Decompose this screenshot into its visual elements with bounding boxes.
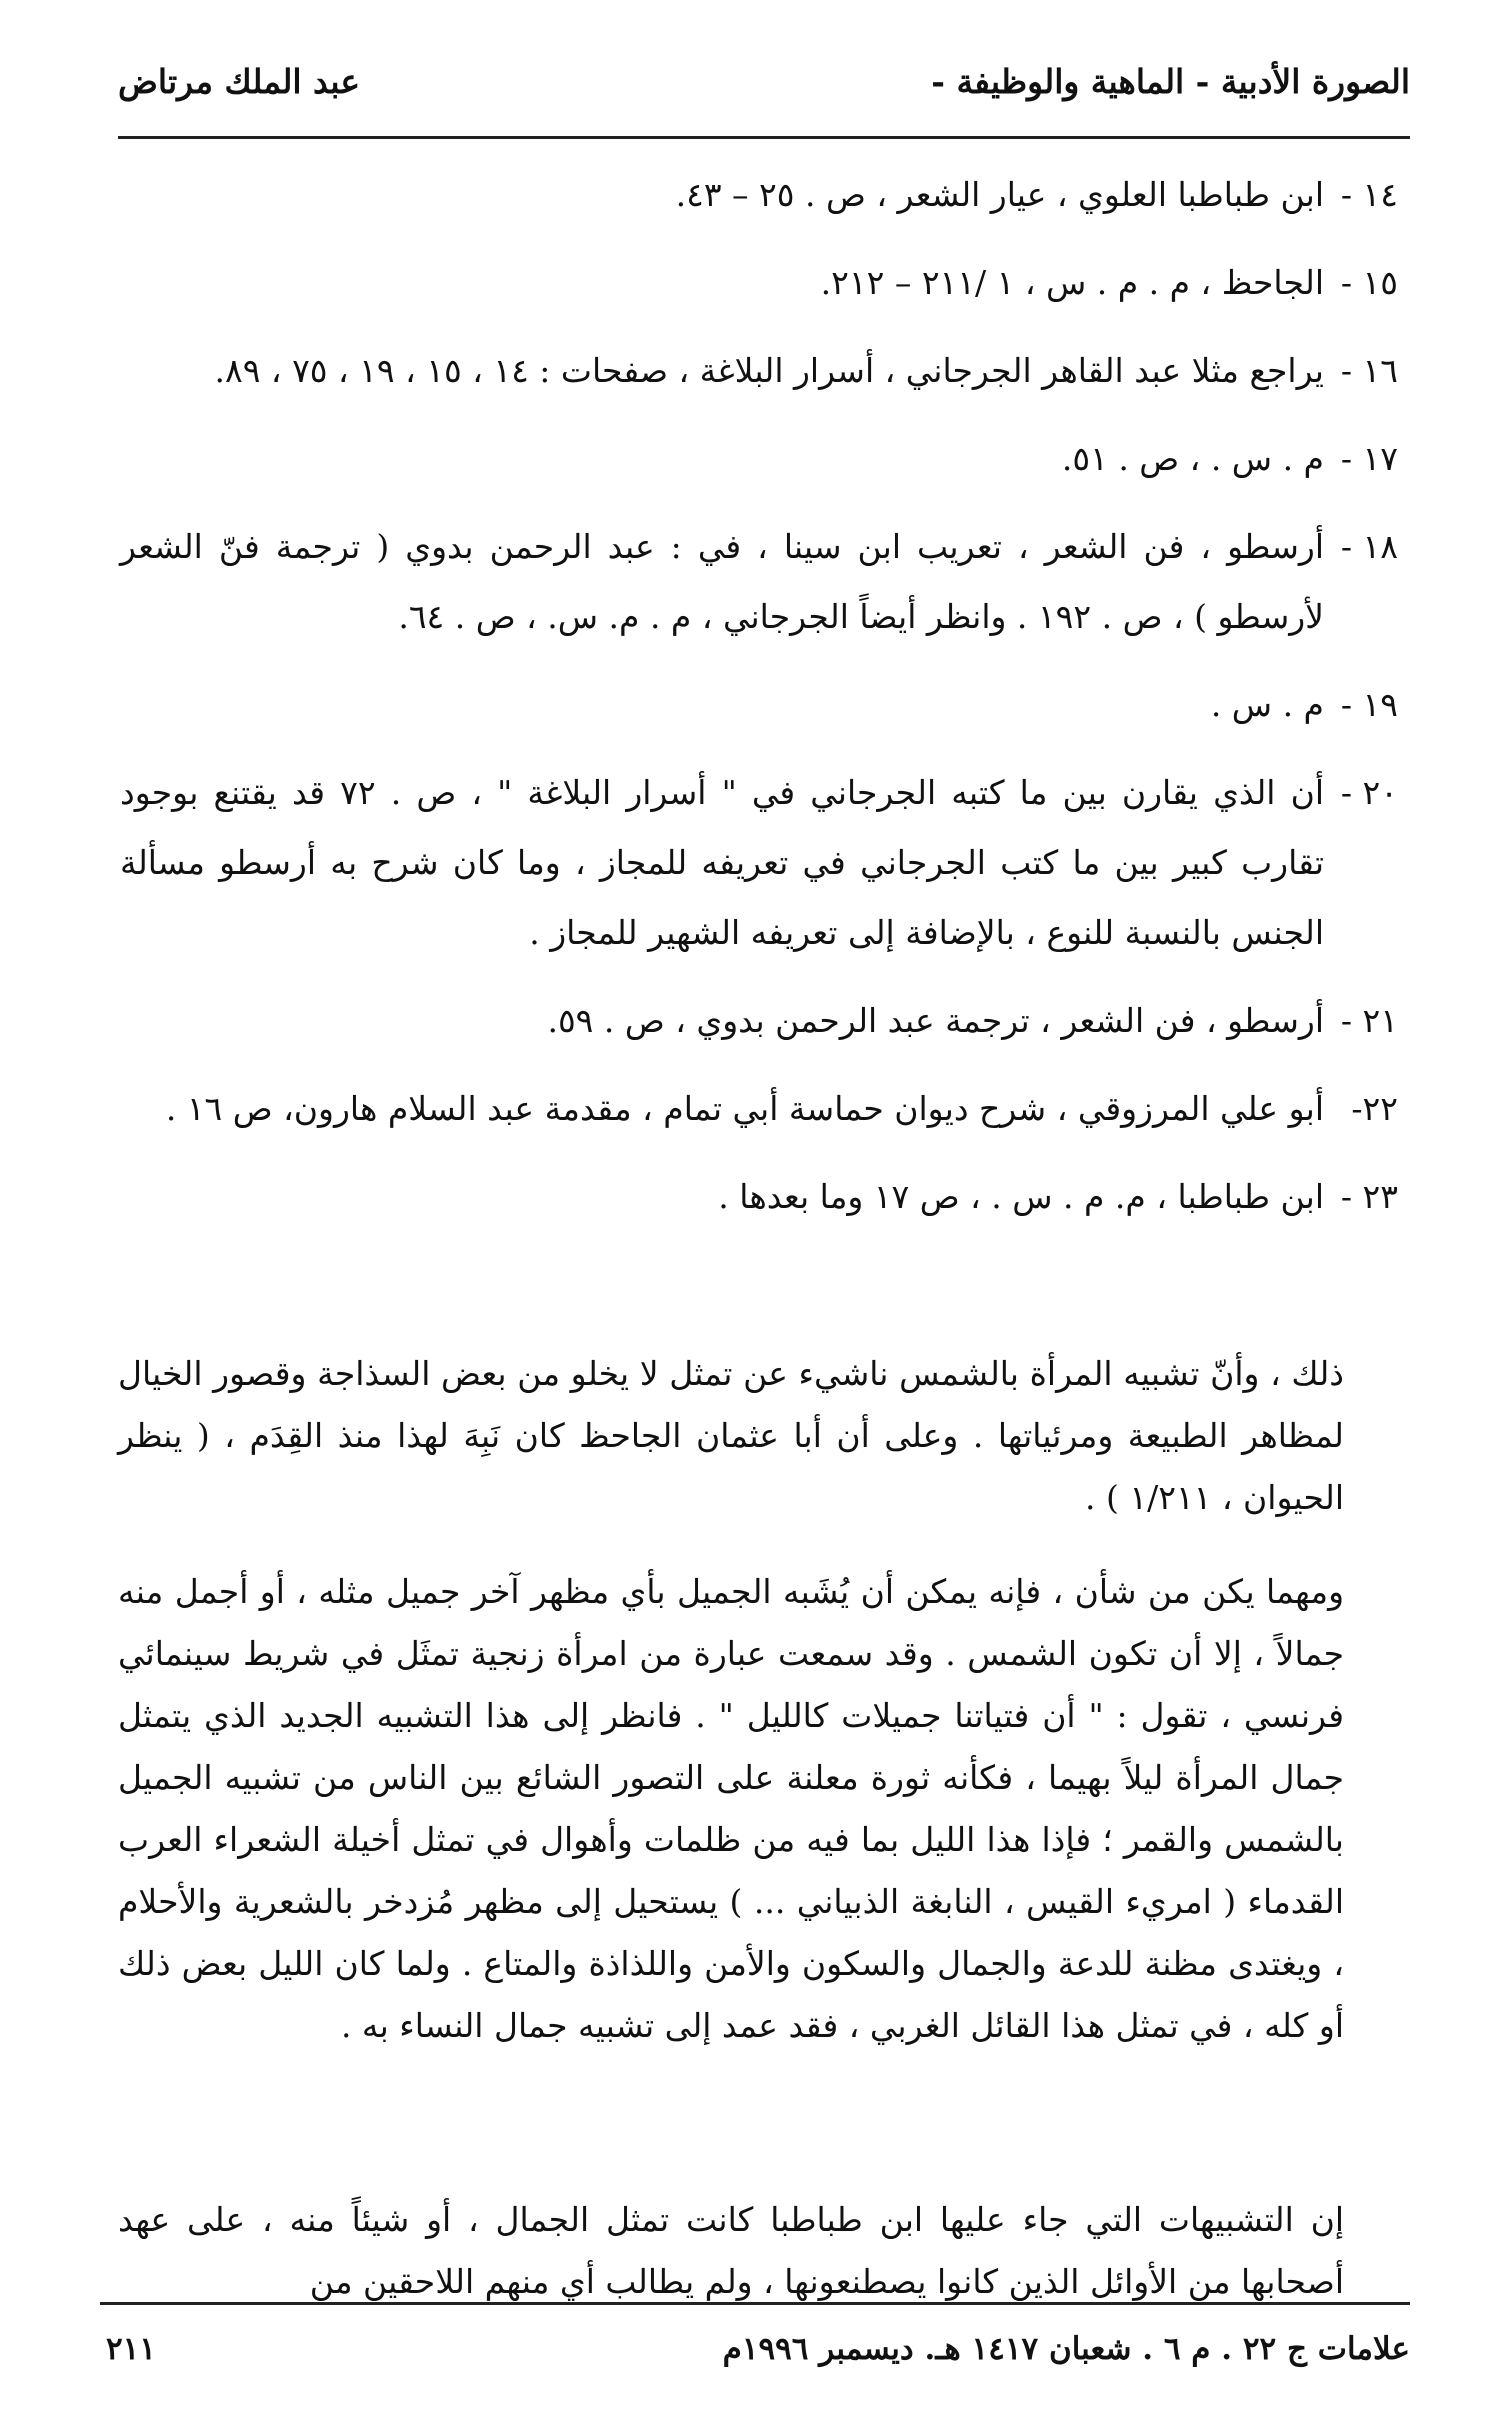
endnote-text: أن الذي يقارن بين ما كتبه الجرجاني في " أسرار البلاغة " ، ص . ٧٢ قد يقتنع بوجود تقارب كبير بين ما كتب الجرجاني في تعريفه للمجاز ، وما كان شرح به أرسطو مسألة الجنس بالنسبة للنوع ، بالإضافة إلى تعريفه الشهير للمجاز . [120, 773, 1324, 952]
endnote-number: ٢٢- [1351, 1089, 1398, 1128]
endnote-number: ٢٣ - [1340, 1177, 1398, 1216]
endnote-text: م . س . [1210, 685, 1324, 724]
endnote-number: ١٧ - [1340, 439, 1398, 478]
page-header [118, 52, 1410, 139]
endnote-19 [120, 670, 1398, 740]
body-paragraph-3: إن التشبيهات التي جاء عليها ابن طباطبا كانت تمثل الجمال ، أو شيئاً منه ، على عهد أصحابها من الأوائل الذين كانوا يصطنعونها ، ولم يطالب أي منهم اللاحقين من [118, 2200, 1344, 2301]
endnote-text: م . س . ، ص . ٥١. [1061, 439, 1324, 478]
body-paragraph-1: ذلك ، وأنّ تشبيه المرأة بالشمس ناشيء عن تمثل لا يخلو من بعض السذاجة وقصور الخيال لمظاهر الطبيعة ومرئياتها . وعلى أن أبا عثمان الجاحظ كان نَبِهَ لهذا منذ القِدَم ، ( ينظر الحيوان ، ١/٢١١ ) . [118, 1354, 1344, 1517]
endnote-number: ٢١ - [1340, 1001, 1398, 1040]
endnote-number: ١٥ - [1340, 263, 1398, 302]
page-number: ٢١١ [106, 2331, 156, 2367]
body-paragraph-2: ومهما يكن من شأن ، فإنه يمكن أن يُشَبه الجميل بأي مظهر آخر جميل مثله ، أو أجمل منه جمالاً ، إلا أن تكون الشمس . وقد سمعت عبارة من امرأة زنجية تمثَل في شريط سينمائي فرنسي ، تقول : " أن فتياتنا جميلات كالليل " . فانظر إلى هذا التشبيه الجديد الذي يتمثل جمال المرأة ليلاً بهيما ، فكأنه ثورة معلنة على التصور الشائع بين الناس من تشبيه الجميل بالشمس والقمر ؛ فإذا هذا الليل بما فيه من ظلمات وأهوال في تمثل أخيلة الشعراء العرب القدماء ( امريء القيس ، النابغة الذبياني ... ) يستحيل إلى مظهر مُزدخر بالشعرية والأحلام ، ويغتدى مظنة للدعة والجمال والسكون والأمن واللذاذة والمتاع . ولما كان الليل بعض ذلك أو كله ، في تمثل هذا القائل الغربي ، فقد عمد إلى تشبيه جمال النساء به . [118, 1572, 1344, 2045]
endnote-20 [120, 758, 1398, 968]
endnote-17 [120, 424, 1398, 494]
endnote-text: أرسطو ، فن الشعر ، ترجمة عبد الرحمن بدوي ، ص . ٥٩. [547, 1001, 1324, 1040]
page-footer [100, 2302, 1410, 2395]
endnote-16 [120, 336, 1398, 406]
running-author: عبد الملك مرتاض [118, 62, 361, 101]
endnote-number: ١٨ - [1340, 527, 1398, 566]
endnote-text: الجاحظ ، م . م . س ، ١ /٢١١ – ٢١٢. [820, 263, 1324, 302]
endnote-22 [120, 1074, 1398, 1144]
endnote-18 [120, 512, 1398, 652]
endnote-15 [120, 248, 1398, 318]
endnote-number: ١٤ - [1340, 175, 1398, 214]
endnote-text: أرسطو ، فن الشعر ، تعريب ابن سينا ، في : عبد الرحمن بدوي ( ترجمة فنّ الشعر لأرسطو ) ، ص . ١٩٢ . وانظر أيضاً الجرجاني ، م . م. س. ، ص . ٦٤. [120, 527, 1324, 636]
endnote-23 [120, 1162, 1398, 1232]
endnote-number: ٢٠ - [1340, 773, 1398, 812]
endnote-number: ١٩ - [1340, 685, 1398, 724]
endnote-21 [120, 986, 1398, 1056]
journal-citation: علامات ج ٢٢ . م ٦ . شعبان ١٤١٧ هـ. ديسمبر ١٩٩٦م [722, 2331, 1410, 2367]
endnote-text: ابن طباطبا العلوي ، عيار الشعر ، ص . ٢٥ – ٤٣. [675, 175, 1324, 214]
endnote-text: يراجع مثلا عبد القاهر الجرجاني ، أسرار البلاغة ، صفحات : ١٤ ، ١٥ ، ١٩ ، ٧٥ ، ٨٩. [214, 351, 1324, 390]
endnote-text: أبو علي المرزوقي ، شرح ديوان حماسة أبي تمام ، مقدمة عبد السلام هارون، ص ١٦ . [165, 1089, 1324, 1128]
endnote-14 [120, 160, 1398, 230]
running-title: الصورة الأدبية - الماهية والوظيفة - [931, 62, 1410, 101]
endnotes-list [120, 160, 1398, 1250]
endnote-number: ١٦ - [1340, 351, 1398, 390]
endnote-text: ابن طباطبا ، م. م . س . ، ص ١٧ وما بعدها . [718, 1177, 1324, 1216]
